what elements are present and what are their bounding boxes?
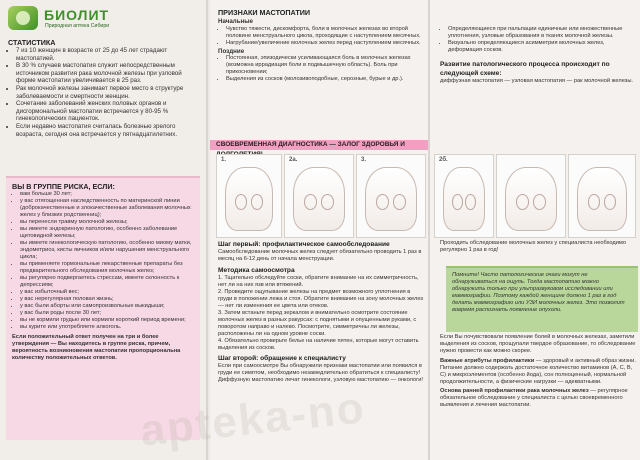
self-exam-illustration-icon: [443, 167, 485, 231]
left-panel: [0, 0, 206, 460]
brand-name: БИОЛИТ: [44, 7, 110, 23]
list-item: • Визуально определяющиеся асимметрия молочных желез, деформация сосков.: [448, 40, 636, 54]
statistics-section: [8, 38, 200, 138]
list-item: 1. Тщательно обследуйте соски, обратите внимание на их симметричность, нет ли на них язв или втяжений.: [218, 275, 419, 288]
risk-list: [12, 191, 194, 331]
list-item: • Если недавно мастопатия считалась болезнью зрелого возраста, сегодня она встречается у пятнадцатилетних.: [16, 123, 200, 138]
late-signs-title: Поздние: [218, 47, 245, 55]
figure-mirror: [568, 154, 636, 238]
list-item: • Выделения из сосков (молозивоподобные, серозные, бурые и др.).: [226, 76, 422, 83]
diagnostics-banner: СВОЕВРЕМЕННАЯ ДИАГНОСТИКА — ЗАЛОГ ЗДОРОВЬЯ И: [210, 140, 428, 150]
list-item: • Нагрубание/увеличение молочных желез перед наступлением месячных.: [226, 40, 422, 47]
list-item: • Определяющиеся при пальпации единичные или множественные уплотнения, узловые образования в тканях молочной железы.: [448, 26, 636, 40]
self-exam-illustration-icon: [225, 167, 273, 231]
list-item: • вы перенесли травму молочной железы;: [20, 219, 194, 226]
statistics-list: [8, 47, 200, 138]
remember-box: Помните! Часто патологические очаги могут не обнаруживаться на ощупь. Тогда мастопатию можно обнаружить только при ультразвуковом исследовании или маммографии. Поэтому каждой женщине должно 1 раз в год делать маммографию или УЗИ молочных желез. Это позволит вовремя распознать появление опухоли.: [446, 266, 638, 332]
signs-continued-list: [440, 26, 636, 54]
late-signs-list: [218, 55, 422, 83]
method-title: Методика самоосмотра: [218, 267, 295, 274]
list-item: • у вас были роды после 30 лет;: [20, 310, 194, 317]
early-signs-list: [218, 26, 422, 47]
list-item: 4. Обязательно проверьте белье на наличие пятен, которые могут оставить выделения из сосков.: [218, 338, 419, 351]
list-item: • вы курите или употребляете алкоголь.: [20, 324, 194, 331]
figure-3: [356, 154, 426, 238]
figure-1: [216, 154, 282, 238]
list-item: • Чувство тяжести, дискомфорта, боли в молочных железах во второй половине менструального цикла, проходящие с наступлением месячных.: [226, 26, 422, 40]
brand-tagline: Природная аптека Сибири: [45, 23, 110, 29]
step-two-title: Шаг второй: обращение к специалисту: [218, 355, 346, 362]
annual-exam-note: Проходить обследование молочных желез у специалиста необходимо регулярно 1 раз в год!: [440, 240, 626, 253]
figure-2a-number: 2а.: [289, 157, 298, 163]
figure-2b-detail: [496, 154, 566, 238]
list-item: • у вас отягощенная наследственность по материнской линии (доброкачественные и злокачественные заболевания молочных желез у близких родственниц);: [20, 198, 194, 219]
logo: [8, 6, 198, 32]
list-item: • вы регулярно подвергаетесь стрессам, имеете склонность к депрессиям;: [20, 275, 194, 289]
list-item: 2. Проведите ощупывание железы на предмет возможного уплотнения в груди в положении лежа и стоя. Обратите внимание на зону молочных желез — нет ли изменения ее цвета или отеков.: [218, 289, 423, 309]
self-exam-illustration-icon: [577, 167, 627, 231]
development-scheme: диффузная мастопатия — узловая мастопатия — рак молочной железы.: [440, 78, 634, 84]
list-item: • 7 из 10 женщин в возрасте от 25 до 45 лет страдают мастопатией.: [16, 47, 200, 62]
list-item: • вы не кормили грудью или кормили короткий период времени;: [20, 317, 194, 324]
list-item: • Постоянная, эпизодически усиливающаяся боль в молочных железах (возможна иррадиация боли в подмышечную область). Боль при прикосновении;: [226, 55, 422, 76]
fold-line-1: [206, 0, 208, 460]
risk-title: ВЫ В ГРУППЕ РИСКА, ЕСЛИ:: [12, 182, 115, 191]
list-item: • вам больше 30 лет;: [20, 191, 194, 198]
figure-2a: [284, 154, 354, 238]
step-two-text: Если при самоосмотре Вы обнаружили признаки мастопатии или появился в груди ее симптом, необходимо незамедлительно обратиться к специалисту! Диффузную мастопатию лечат гинекологи, узловую мастопатию — онкологи!: [218, 363, 423, 383]
early-signs-title: Начальные: [218, 18, 253, 25]
method-list: [218, 275, 424, 352]
attributes-text: — здоровый и активный образ жизни. Питание должно содержать достаточное количество витаминов (А, С, В, С) и микроэлементов (особенно йода), сон полноценный, нормальной продолжительности, а физические нагрузки — адекватными.: [440, 358, 636, 385]
self-exam-illustration-icon: [365, 167, 417, 231]
self-exam-illustration-icon: [505, 167, 557, 231]
figure-2b-number: 2б.: [439, 157, 448, 163]
right-bottom-section: [440, 334, 636, 409]
list-item: 3. Затем встаньте перед зеркалом и внимательно осмотрите состояние молочных желез в разных ракурсах: с поднятыми и опущенными руками, с поворотом направо и налево. Посмотрите, симметричны ли железы, расположены ли на одном уровне соски.: [218, 310, 417, 337]
watermark: apteka-no: [138, 383, 368, 456]
symptoms-advice: Если Вы почувствовали появление болей в молочных железах, заметили выделения из сосков, прощупали твердое образование, то обследование нужно провести как можно скорее.: [440, 334, 636, 354]
basis-text: — регулярное обязательное обследование у специалиста с целью своевременного выявления и лечения мастопатии.: [440, 388, 628, 408]
list-item: • В 30 % случаев мастопатия служит непосредственным источником развития рака молочной железы при узловой форме мастопатии увеличивается в 25 раз.: [16, 62, 200, 85]
self-exam-illustration-icon: [293, 167, 345, 231]
list-item: • вы применяете гормональные лекарственные препараты без предварительного обследования молочных желез;: [20, 261, 194, 275]
signs-continued: [440, 26, 636, 85]
figure-2b: [434, 154, 494, 238]
list-item: • Сочетание заболеваний женских половых органов и дисгормональной мастопатии встречается у 80-95 % гинекологических пациенток.: [16, 100, 200, 123]
figure-3-number: 3.: [361, 157, 367, 163]
risk-footer: Если положительный ответ получен на три и более утверждения — Вы находитесь в группе риска, причем, вероятность возникновения мастопатии пропорциональна количеству положительных ответов.: [12, 334, 181, 361]
statistics-title: СТАТИСТИКА: [8, 38, 56, 47]
signs-title: ПРИЗНАКИ МАСТОПАТИИ: [218, 8, 311, 17]
leaf-logo-icon: [8, 6, 38, 30]
basis-title: Основа ранней профилактики рака молочных желез: [440, 388, 589, 394]
step-one-text: Самообследование молочных желез следует обязательно проводить 1 раз в месяц на 6-12 день от начала менструации.: [218, 249, 422, 262]
development-title: Развитие патологического процесса происходит по следующей схеме:: [440, 61, 610, 77]
step-one-title: Шаг первый: профилактическое самообследование: [218, 241, 390, 248]
list-item: • Рак молочной железы занимает первое место в структуре заболеваемости и смертности женщин.: [16, 85, 200, 100]
list-item: • у вас нерегулярная половая жизнь;: [20, 296, 194, 303]
list-item: • вы имеете гинекологическую патологию, особенно миому матки, эндометриоз, кисты яичников и/или нарушения менструального цикла;: [20, 240, 194, 261]
attributes-title: Важные атрибуты профилактики: [440, 358, 535, 364]
list-item: • у вас были аборты или самопроизвольные выкидыши;: [20, 303, 194, 310]
step-one-section: [218, 240, 424, 384]
signs-section: [218, 8, 422, 83]
list-item: • вы имеете эндокринную патологию, особенно заболевание щитовидной железы;: [20, 226, 194, 240]
list-item: • у вас избыточный вес;: [20, 289, 194, 296]
risk-box: [6, 176, 200, 440]
figure-1-number: 1.: [221, 157, 227, 163]
